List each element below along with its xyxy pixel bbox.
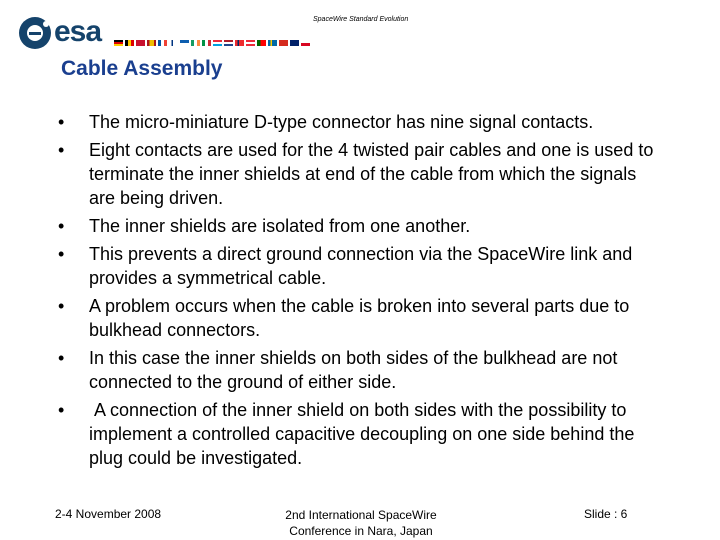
flag-icon [169,40,178,46]
bullet-icon: • [58,296,65,316]
flag-icon [246,40,255,46]
flag-icon [213,40,222,46]
footer-conference-line: Conference in Nara, Japan [289,524,433,538]
flag-icon [147,40,156,46]
bullet-item [55,398,665,470]
running-title: SpaceWire Standard Evolution [313,16,409,23]
flag-icon [191,40,200,46]
footer-conference [261,507,461,539]
bullet-icon: • [58,112,65,132]
bullet-icon: • [58,400,65,420]
flag-icon [301,40,310,46]
bullet-list [55,110,665,474]
flag-icon [257,40,266,46]
flag-icon [114,40,123,46]
bullet-text: The inner shields are isolated from one another. [89,216,471,236]
flag-icon [279,40,288,46]
flag-icon [136,40,145,46]
flag-icon [180,40,189,46]
flag-icon [235,40,244,46]
slide-title: Cable Assembly [61,57,223,80]
bullet-text: In this case the inner shields on both sides of the bulkhead are not connected to the ground of either side. [89,348,618,392]
bullet-item [55,346,665,394]
bullet-icon: • [58,348,65,368]
bullet-item [55,110,665,134]
bullet-item [55,214,665,238]
bullet-text: The micro-miniature D-type connector has nine signal contacts. [89,112,594,132]
flag-icon [290,40,299,46]
slide-number: Slide : 6 [584,507,628,521]
flag-icon [268,40,277,46]
flag-icon [125,40,134,46]
footer-conference-line: 2nd International SpaceWire [285,508,437,522]
bullet-text: This prevents a direct ground connection via the SpaceWire link and provides a symmetrical cable. [89,244,633,288]
bullet-text: A problem occurs when the cable is broken into several parts due to bulkhead connectors. [89,296,630,340]
bullet-icon: • [58,244,65,264]
bullet-icon: • [58,216,65,236]
footer-date: 2-4 November 2008 [55,507,162,521]
esa-logo-icon [18,16,52,50]
bullet-item [55,294,665,342]
bullet-text: Eight contacts are used for the 4 twisted pair cables and one is used to terminate the inner shields at end of the cable from which the signals are being driven. [89,140,654,208]
flag-icon [158,40,167,46]
logo-text: esa [54,15,102,48]
bullet-icon: • [58,140,65,160]
esa-logo [18,14,318,54]
bullet-text: A connection of the inner shield on both sides with the possibility to implement a controlled capacitive decoupling on one side behind the plug could be investigated. [89,400,640,468]
bullet-item [55,242,665,290]
member-flags [114,40,310,46]
flag-icon [202,40,211,46]
flag-icon [224,40,233,46]
bullet-item [55,138,665,210]
